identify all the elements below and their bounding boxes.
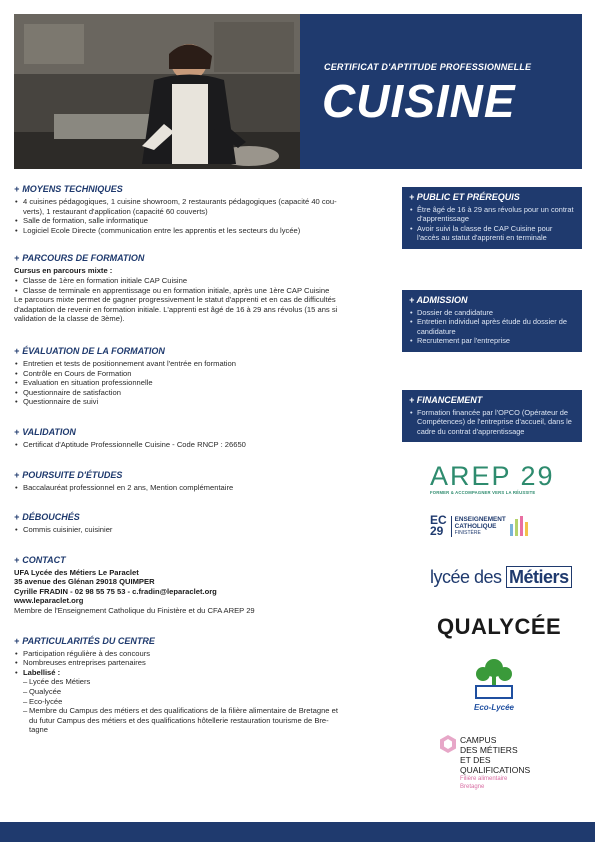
enseignement-catholique-logo <box>430 515 560 537</box>
lycee-des-metiers-logo <box>430 567 569 588</box>
plus-icon: + <box>14 184 20 194</box>
header-banner <box>14 14 582 169</box>
header-subtitle: CERTIFICAT D'APTITUDE PROFESSIONNELLE <box>324 62 532 72</box>
contact-name: UFA Lycée des Métiers Le Paraclet <box>14 567 139 577</box>
list-item: • Entretien individuel après étude du dossier de candidature <box>409 317 575 336</box>
tree-icon <box>471 655 517 701</box>
section-title: MOYENS TECHNIQUES <box>22 184 123 194</box>
contact-membership: Membre de l'Enseignement Catholique du Finistère et du CFA AREP 29 <box>14 606 255 616</box>
plus-icon: + <box>14 345 20 356</box>
section-title: DÉBOUCHÉS <box>22 512 80 523</box>
list-item: • Formation financée par l'OPCO (Opérateur de Compétences) de l'entreprise d'accueil, dans le cadre du contrat d'apprentissage <box>409 408 575 436</box>
plus-icon: + <box>409 395 417 405</box>
campus-sub-2: Bretagne <box>460 784 485 790</box>
left-column <box>14 184 392 749</box>
eco-lycee-logo <box>469 655 519 712</box>
campus-line-1: CAMPUS <box>460 735 497 745</box>
section-title: PARCOURS DE FORMATION <box>22 253 145 264</box>
contact-website-link[interactable]: www.leparaclet.org <box>14 596 84 606</box>
plus-icon: + <box>14 469 20 480</box>
list-item: • Participation régulière à des concours <box>14 649 392 659</box>
section-moyens <box>14 184 392 235</box>
header-title: CUISINE <box>322 75 516 127</box>
ec-mark-top: EC <box>430 513 447 527</box>
section-evaluation <box>14 346 392 407</box>
plus-icon: + <box>14 426 20 437</box>
box-title: ADMISSION <box>416 295 468 305</box>
list-item: • Questionnaire de suivi <box>14 397 392 407</box>
section-title: PARTICULARITÉS DU CENTRE <box>22 635 155 646</box>
qualycee-logo <box>437 614 567 640</box>
section-poursuite <box>14 470 392 493</box>
lycee-word: lycée des <box>430 567 507 587</box>
box-admission <box>402 290 582 352</box>
list-item: • Evaluation en situation professionnelle <box>14 378 392 388</box>
section-validation <box>14 427 392 450</box>
arep29-logo <box>430 462 560 495</box>
ec-mark-bottom: 29 <box>430 524 444 538</box>
box-title: PUBLIC ET PRÉREQUIS <box>416 192 520 202</box>
list-item: • Certificat d'Aptitude Professionnelle Cuisine - Code RNCP : 26650 <box>14 440 392 450</box>
list-item: – Eco-lycée <box>22 697 392 707</box>
campus-line-2: DES MÉTIERS <box>460 745 518 755</box>
list-item: – Lycée des Métiers <box>22 677 392 687</box>
eco-lycee-name: Eco-Lycée <box>473 703 515 712</box>
section-title: POURSUITE D'ÉTUDES <box>22 469 123 480</box>
section-title: CONTACT <box>22 554 66 565</box>
plus-icon: + <box>14 554 20 565</box>
section-title: VALIDATION <box>22 426 76 437</box>
parcours-text-2: d'adaptation de revenir en formation initiale. L'apprenti est âgé de 16 à 29 ans révolus (15 ans si <box>14 304 338 314</box>
list-item: • Être âgé de 16 à 29 ans révolus pour un contrat d'apprentissage <box>409 205 575 224</box>
section-contact <box>14 555 392 616</box>
list-item: – Membre du Campus des métiers et des qualifications de la filière alimentaire de Bretagne et du futur Campus des métiers et des qualifications hôtellerie restauration tourisme de Bre- tagne <box>22 706 392 735</box>
section-particularites <box>14 636 392 735</box>
chef-photo <box>14 14 300 169</box>
ec-line-1: ENSEIGNEMENT <box>454 515 506 523</box>
arep29-name: AREP 29 <box>430 461 555 491</box>
kitchen-illustration <box>14 14 300 169</box>
qualycee-name: QUALYCÉE <box>437 614 562 639</box>
campus-line-4: QUALIFICATIONS <box>460 765 531 775</box>
list-item: • 4 cuisines pédagogiques, 1 cuisine showroom, 2 restaurants pédagogiques (capacité 40 cou- verts), 1 restaurant d'application (capacité 60 couverts) <box>14 197 392 216</box>
list-item: • Entretien et tests de positionnement avant l'entrée en formation <box>14 359 392 369</box>
list-item: • Classe de 1ère en formation initiale CAP Cuisine <box>14 276 392 286</box>
list-item: • Logiciel Ecole Directe (communication entre les apprentis et les secteurs du lycée) <box>14 226 392 236</box>
list-item: • Questionnaire de satisfaction <box>14 388 392 398</box>
plus-icon: + <box>14 253 20 264</box>
list-item: – Qualycée <box>22 687 392 697</box>
ec-line-3: FINISTÈRE <box>454 529 481 536</box>
plus-icon: + <box>14 635 20 646</box>
campus-hexagon-icon <box>440 735 456 753</box>
section-title: ÉVALUATION DE LA FORMATION <box>22 345 165 356</box>
list-item: • Labellisé : <box>14 668 392 678</box>
list-item: • Dossier de candidature <box>409 308 575 317</box>
ec-bars-icon <box>509 516 531 536</box>
plus-icon: + <box>409 295 417 305</box>
arep29-tagline: FORMER & ACCOMPAGNER VERS LA RÉUSSITE <box>430 490 536 495</box>
campus-line-3: ET DES <box>460 755 491 765</box>
ec-line-2: CATHOLIQUE <box>454 522 497 530</box>
list-item: • Avoir suivi la classe de CAP Cuisine pour l'accès au statut d'apprenti en terminale <box>409 224 575 243</box>
footer-bar <box>0 822 595 842</box>
parcours-text-1: Le parcours mixte permet de gagner progressivement le statut d'apprenti et en cas de difficultés <box>14 295 336 305</box>
list-item: • Recrutement par l'entreprise <box>409 336 575 345</box>
list-item: • Contrôle en Cours de Formation <box>14 369 392 379</box>
box-public <box>402 187 582 249</box>
contact-address: 35 avenue des Glénan 29018 QUIMPER <box>14 577 155 587</box>
metiers-word: Métiers <box>506 566 572 588</box>
campus-sub-1: Filière alimentaire <box>460 776 508 782</box>
list-item: • Nombreuses entreprises partenaires <box>14 658 392 668</box>
plus-icon: + <box>14 512 20 523</box>
list-item: • Classe de terminale en apprentissage ou en formation initiale, après une 1ère CAP Cuisine <box>14 286 392 296</box>
list-item: • Commis cuisinier, cuisinier <box>14 525 392 535</box>
parcours-text-3: validation de la classe de 3ème). <box>14 314 125 324</box>
section-parcours <box>14 253 392 324</box>
title-band <box>300 14 582 169</box>
campus-metiers-logo <box>440 735 580 791</box>
box-financement <box>402 390 582 442</box>
contact-phone-email[interactable]: Cyrille FRADIN - 02 98 55 75 53 - c.fradin@leparaclet.org <box>14 586 217 596</box>
plus-icon: + <box>409 192 417 202</box>
list-item: • Baccalauréat professionnel en 2 ans, Mention complémentaire <box>14 483 392 493</box>
box-title: FINANCEMENT <box>416 395 483 405</box>
list-item: • Salle de formation, salle informatique <box>14 216 392 226</box>
section-debouches <box>14 512 392 535</box>
parcours-lead: Cursus en parcours mixte : <box>14 266 113 276</box>
